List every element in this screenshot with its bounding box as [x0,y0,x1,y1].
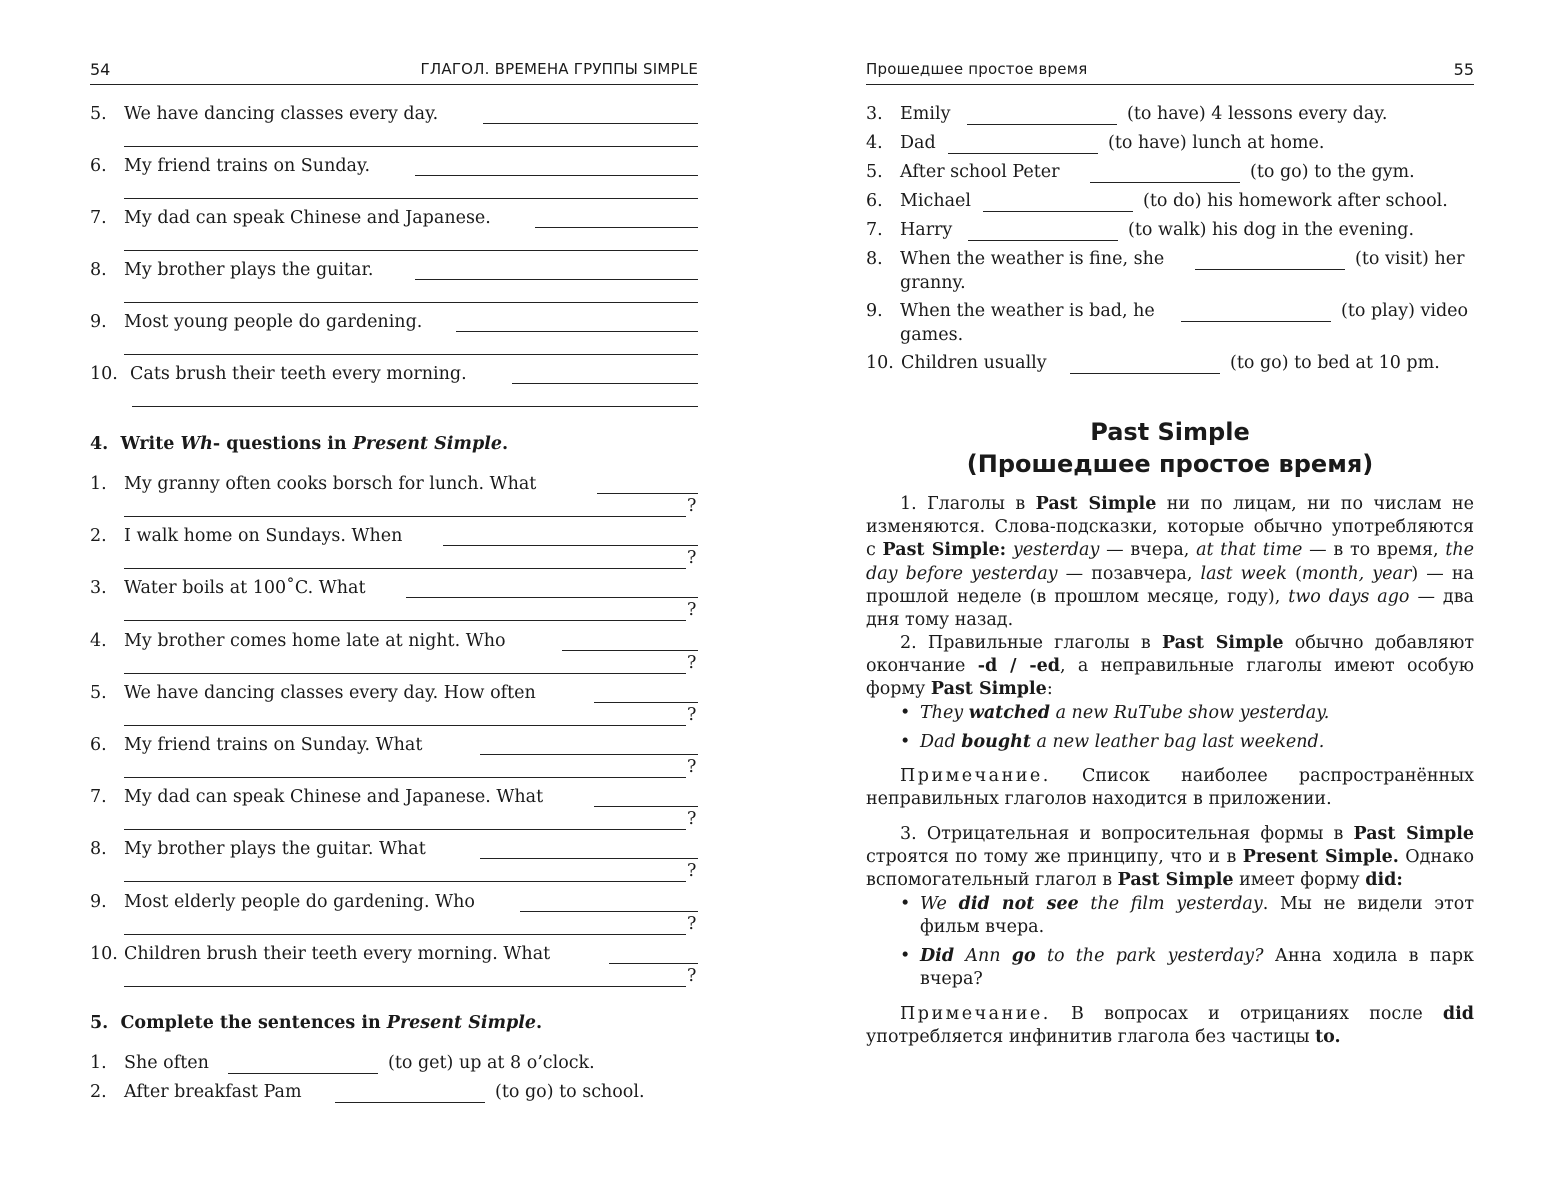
item-text: (to play) video [1341,301,1469,321]
item-number: 2. [90,526,107,547]
answer-blank[interactable] [1181,321,1331,322]
item-text: (to go) to the gym. [1250,162,1415,182]
item-text: (to go) to school. [495,1082,645,1102]
item-number: 6. [90,735,107,755]
answer-line[interactable] [132,406,698,407]
item-text: After school Peter [900,162,1060,182]
running-title: ГЛАГОЛ. ВРЕМЕНА ГРУППЫ SIMPLE [420,60,698,78]
answer-line[interactable] [415,175,698,176]
item-number: 3. [90,578,107,599]
question-mark: ? [687,861,697,882]
answer-line[interactable] [124,620,686,621]
item-number: 9. [90,891,107,912]
answer-line[interactable] [609,963,698,964]
bullet-example-2: • Dad bought a new leather bag last weekend. [900,732,1325,752]
rule-1: 1. Глаголы в Past Simple ни по лицам, ни по числам не изменяются. Слова-подсказки, которые обычно употребляются с Past Simple: yesterday — вчера, at that time — в то время, the day before yesterday — позавчера, last week (month, year) — на прошлой неделе (в прошлом месяце, году), two days ago — два дня тому назад. [866,494,1475,631]
bullet-example-3: • We did not see the film yesterday. Мы не видели этот фильм вчера. [900,894,1475,938]
answer-line[interactable] [124,829,686,830]
item-text: My brother plays the guitar. What [124,839,426,860]
answer-line[interactable] [480,858,698,859]
item-text: Michael [900,191,971,211]
answer-blank[interactable] [983,211,1133,212]
item-text: Harry [900,220,953,240]
rule-3: 3. Отрицательная и вопросительная формы в Past Simple строятся по тому же принципу, что и в Present Simple. Однако вспомогательный глагол в Past Simple имеет форму did: [866,824,1474,891]
item-text-continued: granny. [900,273,966,293]
answer-line[interactable] [124,986,686,987]
item-number: 7. [90,208,107,228]
item-number: 6. [90,156,107,176]
item-text: I walk home on Sundays. When [124,526,403,547]
question-mark: ? [687,809,697,830]
question-mark: ? [687,600,697,621]
left-page [90,0,698,1201]
item-text: Children usually [901,353,1047,373]
item-text: Emily [900,104,951,124]
answer-line[interactable] [124,934,686,935]
question-mark: ? [687,757,697,777]
answer-line[interactable] [594,806,698,807]
item-number: 7. [866,220,883,240]
page-header [866,58,1474,85]
item-text: Cats brush their teeth every morning. [130,364,467,384]
note-1: Примечание. Список наиболее распространённых неправильных глаголов находится в приложении. [866,766,1474,810]
item-text: Most young people do gardening. [124,312,423,332]
item-text: My dad can speak Chinese and Japanese. What [124,787,544,808]
item-text: (to go) to bed at 10 pm. [1230,353,1440,373]
item-text-continued: games. [900,325,964,345]
item-text: My brother comes home late at night. Who [124,630,506,651]
bullet-example-1: • They watched a new RuTube show yesterday. [900,703,1330,723]
answer-line[interactable] [124,881,686,882]
answer-line[interactable] [124,146,698,147]
item-number: 9. [866,301,883,321]
answer-line[interactable] [597,493,698,494]
answer-line[interactable] [535,227,698,228]
answer-line[interactable] [124,673,686,674]
item-text: (to do) his homework after school. [1143,191,1448,211]
item-text: My friend trains on Sunday. What [124,735,423,755]
item-text: My brother plays the guitar. [124,260,374,280]
question-mark: ? [687,652,697,673]
answer-line[interactable] [124,354,698,355]
section-subtitle: (Прошедшее простое время) [966,450,1374,478]
item-number: 8. [866,249,883,269]
item-text: When the weather is bad, he [900,301,1155,321]
note-2: Примечание. В вопросах и отрицаниях после did употребляется инфинитив глагола без частицы to. [866,1004,1474,1048]
item-number: 8. [90,839,107,860]
item-text: My friend trains on Sunday. [124,156,371,176]
answer-blank[interactable] [968,240,1118,241]
item-number: 2. [90,1082,107,1102]
item-text: My granny often cooks borsch for lunch. What [124,474,537,494]
answer-blank[interactable] [1070,373,1220,374]
answer-blank[interactable] [1090,182,1240,183]
answer-line[interactable] [124,568,686,569]
question-mark: ? [687,548,697,569]
item-text: My dad can speak Chinese and Japanese. [124,208,491,228]
answer-line[interactable] [594,702,698,703]
item-number: 1. [90,1053,107,1073]
question-mark: ? [687,913,697,934]
answer-line[interactable] [483,123,698,124]
item-text: We have dancing classes every day. How often [124,682,536,703]
item-number: 4. [90,630,107,651]
item-number: 9. [90,312,107,332]
answer-line[interactable] [456,331,698,332]
answer-line[interactable] [520,911,698,912]
item-text: (to visit) her [1355,249,1465,269]
answer-line[interactable] [480,754,698,755]
answer-line[interactable] [124,198,698,199]
answer-blank[interactable] [335,1102,485,1103]
item-text: (to have) lunch at home. [1108,133,1325,153]
running-title: Прошедшее простое время [866,60,1088,78]
bullet-example-4: • Did Ann go to the park yesterday? Анна ходила в парк вчера? [900,946,1474,990]
answer-blank[interactable] [1195,269,1345,270]
question-mark: ? [687,496,697,516]
item-text: When the weather is fine, she [900,249,1165,269]
item-text: Children brush their teeth every morning. What [124,943,551,964]
item-number: 4. [866,133,883,153]
answer-blank[interactable] [967,124,1117,125]
item-text: We have dancing classes every day. [124,104,439,124]
item-number: 5. [866,162,883,182]
section-title: Past Simple [1090,418,1250,446]
item-text: (to have) 4 lessons every day. [1127,104,1388,124]
answer-line[interactable] [415,279,698,280]
item-text: (to get) up at 8 o’clock. [388,1053,595,1073]
item-number: 5. [90,682,107,703]
answer-line[interactable] [124,777,686,778]
answer-line[interactable] [562,650,698,651]
exercise-5-heading: 5. Complete the sentences in Present Simple. [90,1013,543,1033]
item-number: 3. [866,104,883,124]
question-mark: ? [687,965,697,986]
item-text: She often [124,1053,209,1073]
question-mark: ? [687,704,697,725]
item-number: 1. [90,474,107,494]
answer-line[interactable] [124,250,698,251]
item-number: 10. [90,364,118,384]
item-number: 5. [90,104,107,124]
answer-line[interactable] [406,597,698,598]
item-number: 8. [90,260,107,280]
item-text: (to walk) his dog in the evening. [1128,220,1415,240]
item-text: Dad [900,133,936,153]
answer-blank[interactable] [228,1073,378,1074]
item-text: Most elderly people do gardening. Who [124,891,475,912]
answer-blank[interactable] [948,153,1098,154]
answer-line[interactable] [124,516,686,517]
page-number: 54 [90,60,111,79]
item-number: 6. [866,191,883,211]
item-number: 10. [866,353,894,373]
item-text: Water boils at 100˚C. What [124,578,366,599]
answer-line[interactable] [443,545,698,546]
page-number: 55 [1453,60,1474,79]
exercise-4-heading: 4. Write Wh- questions in Present Simple. [90,434,509,454]
answer-line[interactable] [512,383,698,384]
rule-2: 2. Правильные глаголы в Past Simple обычно добавляют окончание -d / -ed, а неправильные глаголы имеют особую форму Past Simple: [866,633,1474,700]
item-number: 10. [90,943,118,964]
item-text: After breakfast Pam [124,1082,302,1102]
page-header [90,58,698,85]
answer-line[interactable] [124,302,698,303]
item-number: 7. [90,787,107,808]
right-page [866,0,1474,1201]
answer-line[interactable] [124,725,686,726]
